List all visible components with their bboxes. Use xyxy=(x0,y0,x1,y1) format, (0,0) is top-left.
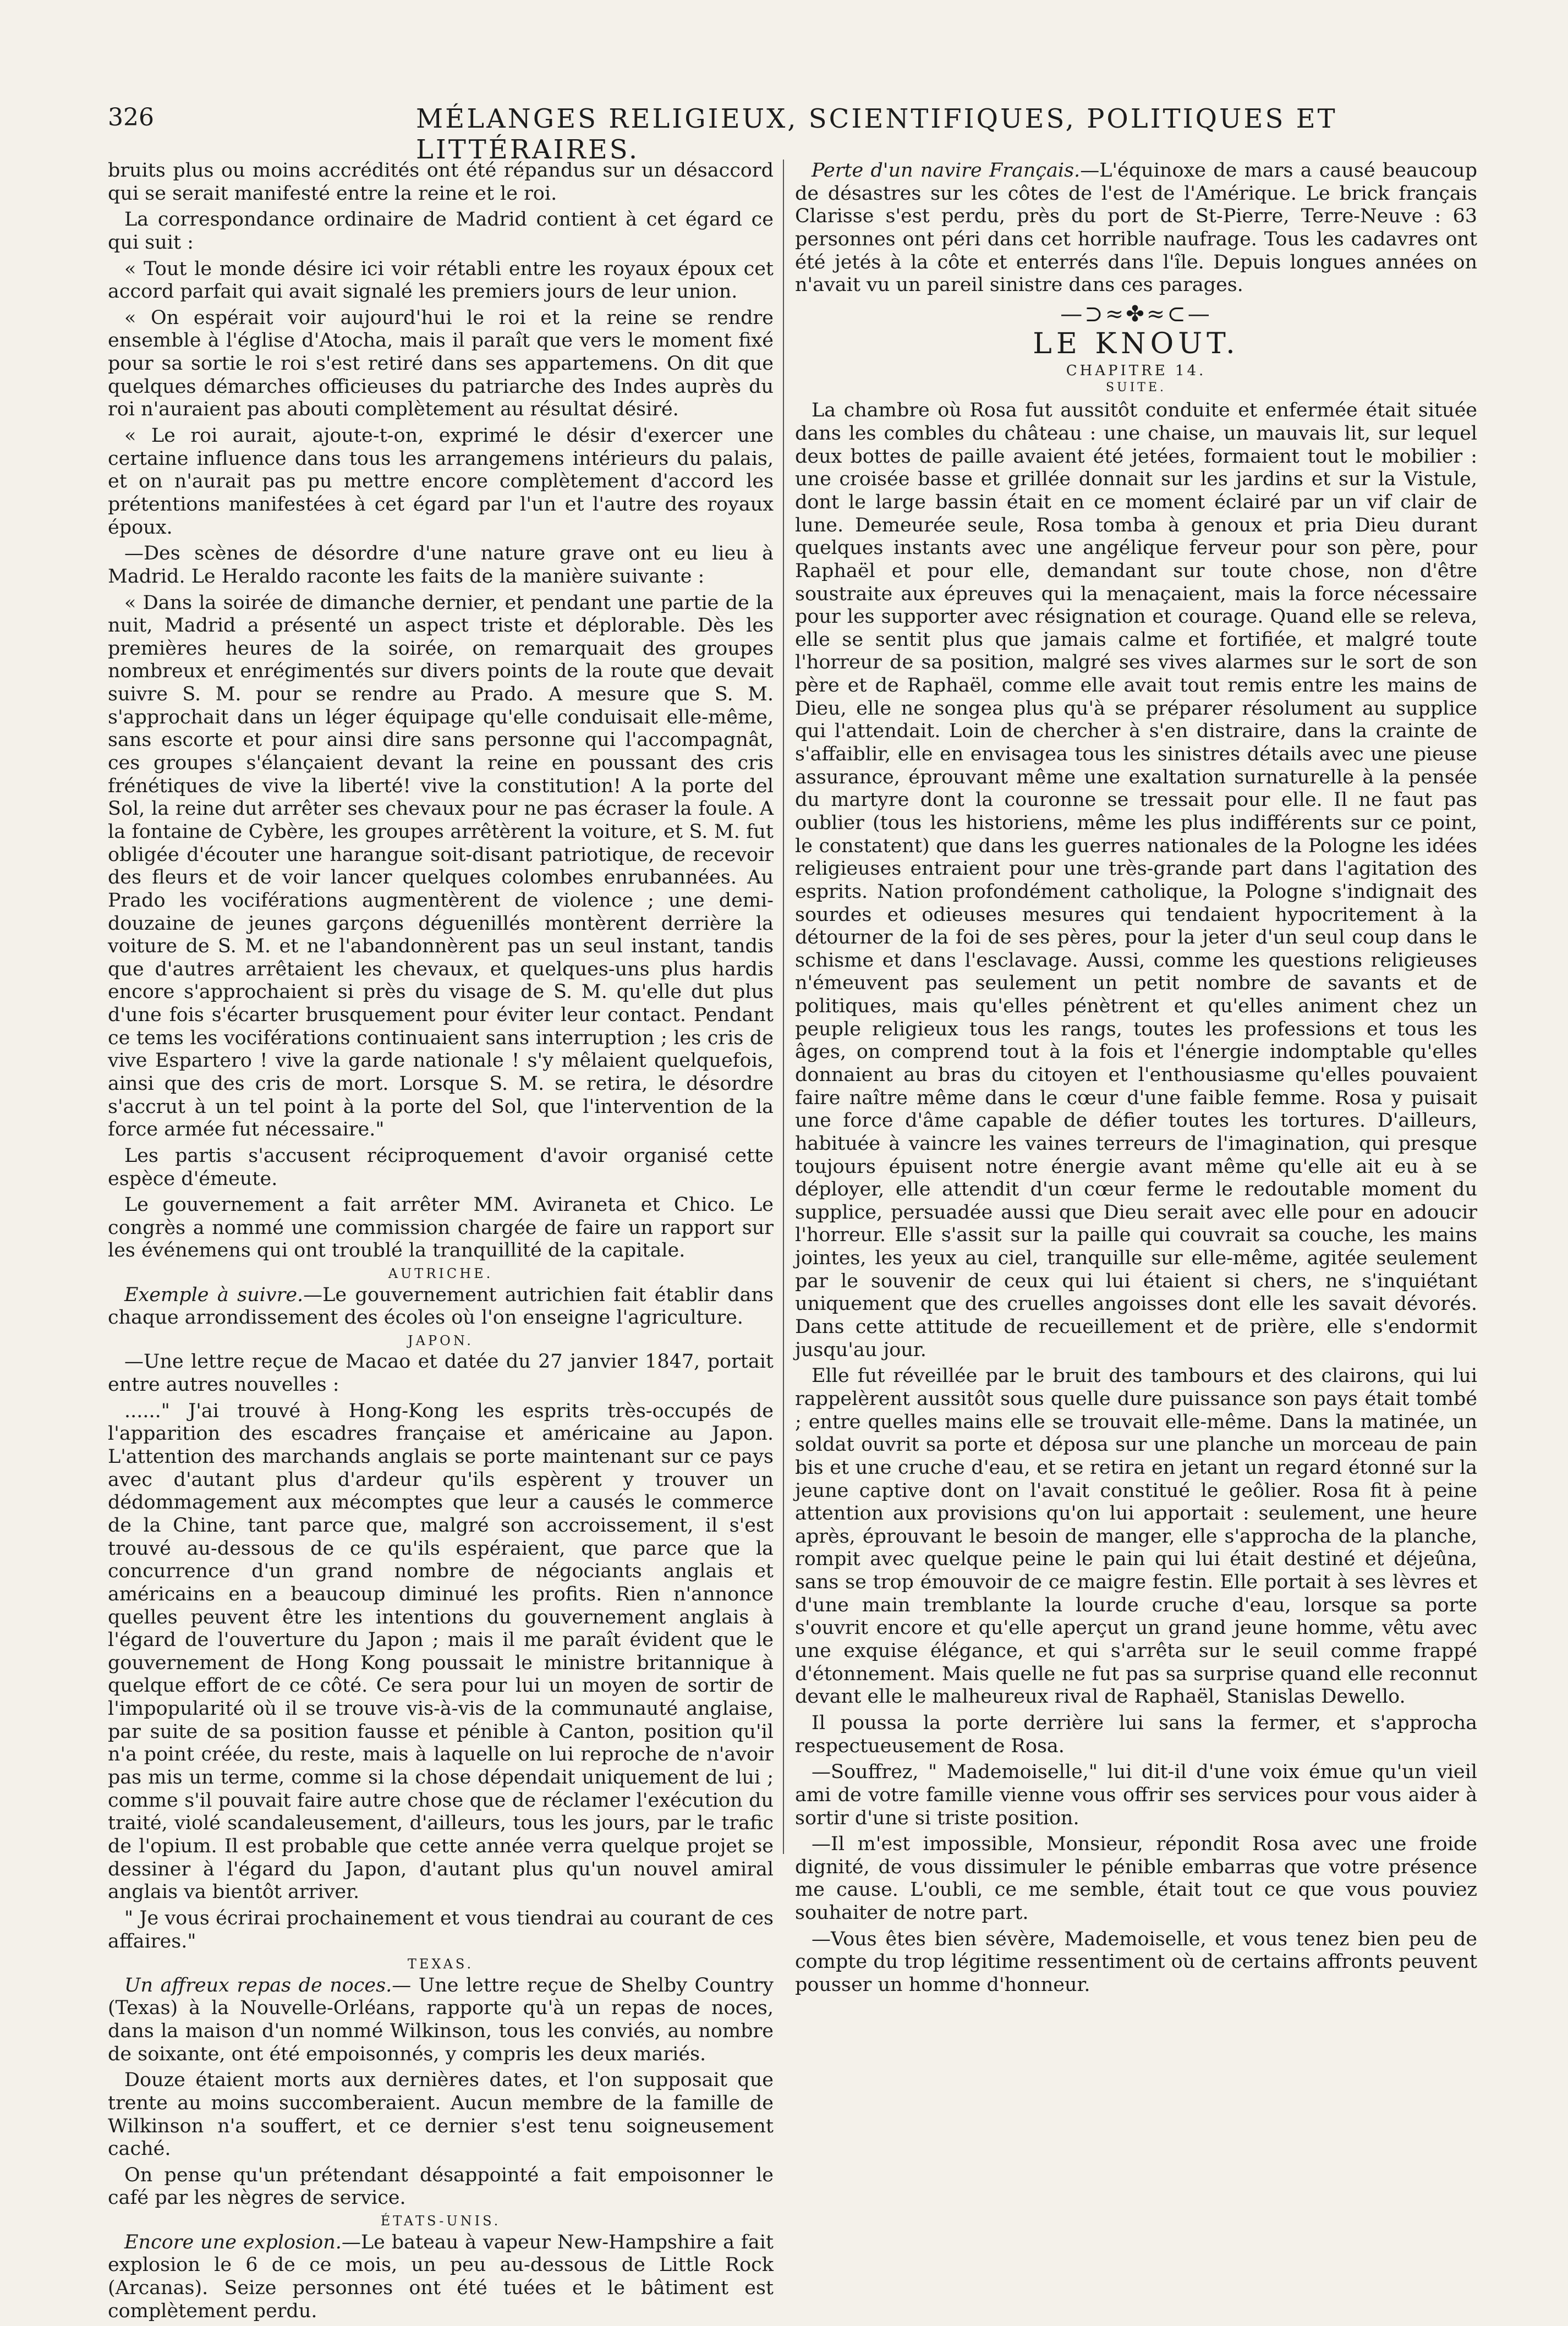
item-text: —Le gouvernement autrichien fait établir dans chaque arrondissement des écoles où l'on enseigne l'agriculture. xyxy=(108,1283,774,1329)
section-heading-autriche: AUTRICHE. xyxy=(388,1266,494,1282)
item-text: — Une lettre reçue de Shelby Country (Texas) à la Nouvelle-Orléans, rapporte qu'à un repas de noces, dans la maison d'un nommé Wilkinson, tous les conviés, au nombre de soixante, ont été empoisonnés, y compris les deux mariés. xyxy=(108,1974,774,2065)
section-heading-etats-unis: ÉTATS-UNIS. xyxy=(380,2213,501,2229)
item-text: —Le bateau à vapeur New-Hampshire a fait explosion le 6 de ce mois, un peu au-dessous de Little Rock (Arcanas). Seize personnes ont été tuées et le bâtiment est complètement perdu. xyxy=(108,2231,774,2322)
paragraph: La chambre où Rosa fut aussitôt conduite et enfermée était située dans les combles du château : une chaise, un mauvais lit, sur lequel deux bottes de paille avaient été jetées, formaient tout le mobilier : une croisée basse et grillée donnait sur les jardins et sur la Vistule, dont le large bassin était en ce moment éclairé par un vif clair de lune. Demeurée seule, Rosa tomba à genoux et pria Dieu durant quelques instants avec une angélique ferveur pour son père, pour Raphaël et pour elle, demandant sur toute chose, non d'être soustraite aux épreuves qui la menaçaient, mais la force nécessaire pour les supporter avec résignation et courage. Quand elle se releva, elle se sentit plus que jamais calme et fortifiée, et malgré toute l'horreur de sa position, malgré ses vives alarmes sur le sort de son père et de Raphaël, comme elle avait tout remis entre les mains de Dieu, elle ne songea plus qu'à se préparer résolument au supplice qui l'attendait. Loin de chercher à s'en distraire, dans la crainte de s'affaiblir, elle en envisagea tous les sinistres détails avec une pieuse assurance, éprouvant même une exaltation surnaturelle à la pensée du martyre dont la couronne se tressait pour elle. Il ne faut pas oublier (tous les historiens, même les plus indifférents sur ce point, le constatent) que dans les guerres nationales de la Pologne les idées religieuses entraient pour une très-grande part dans l'agitation des esprits. Nation profondément catholique, la Pologne s'indignait des sourdes et odieuses mesures qui tendaient hypocritement à la détourner de la foi de ses pères, pour la jeter d'un seul coup dans le schisme et dans l'esclavage. Aussi, comme les questions religieuses n'émeuvent pas seulement un petit nombre de savants et de politiques, mais qu'elles pénètrent et qu'elles animent chez un peuple religieux tous les rangs, toutes les professions et tous les âges, on comprend tout à la fois et l'énergie indomptable qu'elles donnaient au bras du citoyen et l'enthousiasme qu'elles pouvaient faire naître même dans le cœur d'une faible femme. Rosa y puisait une force d'âme capable de défier toutes les tortures. D'ailleurs, habituée à vaincre les vaines terreurs de l'imagination, qui presque toujours épuisent notre énergie avant même qu'elle ait eu à se déployer, elle attendit d'un cœur ferme le redoutable moment du supplice, persuadée aussi que Dieu serait avec elle pour en adoucir l'horreur. Elle s'assit sur la paille qui couvrait sa couche, les mains jointes, les yeux au ciel, tranquille sur elle-même, agitée seulement par le souvenir de ceux qui lui étaient si chers, ne s'inquiétant uniquement que des cruelles angoisses dont elle les savait dévorés. Dans cette attitude de recueillement et de prière, elle s'endormit jusqu'au jour. xyxy=(795,399,1477,1361)
paragraph: « Le roi aurait, ajoute-t-on, exprimé le désir d'exercer une certaine influence dans tous les arrangemens intérieurs du palais, et on n'aurait pas pu mettre encore complètement d'accord les prétentions manifestées à cet égard par l'un et l'autre des royaux époux. xyxy=(108,425,774,539)
item-lead: Encore une explosion. xyxy=(124,2231,342,2253)
paragraph: « On espérait voir aujourd'hui le roi et la reine se rendre ensemble à l'église d'Atocha, mais il paraît que vers le moment fixé pour sa sortie le roi s'est retiré dans ses appartemens. On dit que quelques démarches officieuses du patriarche des Indes auprès du roi n'auraient pas abouti complètement au résultat désiré. xyxy=(108,306,774,421)
item-lead: Exemple à suivre. xyxy=(124,1283,304,1306)
paragraph: Elle fut réveillée par le bruit des tambours et des clairons, qui lui rappelèrent aussitôt sous quelle dure puissance son pays était tombé ; entre quelles mains elle se trouvait elle-même. Dans la matinée, un soldat ouvrit sa porte et déposa sur une planche un morceau de pain bis et une cruche d'eau, et se retira en jetant un regard étonné sur la jeune captive dont on l'avait constitué le geôlier. Rosa fit à peine attention aux provisions qu'on lui apportait : seulement, une heure après, éprouvant le besoin de manger, elle s'approcha de la planche, rompit avec quelque peine le pain qui lui était destiné et déjeûna, sans se trop émouvoir de ce maigre festin. Elle portait à ses lèvres et d'une main tremblante la lourde cruche d'eau, lorsque sa porte s'ouvrit encore et qu'elle aperçut un grand jeune homme, vêtu avec une exquise élégance, et qui s'arrêta sur le seuil comme frappé d'étonnement. Mais quelle ne fut pas sa surprise quand elle reconnut devant elle le malheureux rival de Raphaël, Stanislas Dewello. xyxy=(795,1365,1477,1708)
paragraph: On pense qu'un prétendant désappointé a fait empoisonner le café par les nègres de service. xyxy=(108,2164,774,2209)
paragraph: —Il m'est impossible, Monsieur, répondit Rosa avec une froide dignité, de vous dissimuler le pénible embarras que votre présence me cause. L'oubli, ce me semble, était tout ce que vous pouviez souhaiter de notre part. xyxy=(795,1833,1477,1924)
page-header xyxy=(108,103,1472,165)
paragraph: Les partis s'accusent réciproquement d'avoir organisé cette espèce d'émeute. xyxy=(108,1144,774,1190)
paragraph: —Une lettre reçue de Macao et datée du 27 janvier 1847, portait entre autres nouvelles : xyxy=(108,1351,774,1396)
paragraph: Il poussa la porte derrière lui sans la fermer, et s'approcha respectueusement de Rosa. xyxy=(795,1711,1477,1757)
paragraph: —Souffrez, " Mademoiselle," lui dit-il d'une voix émue qu'un vieil ami de votre famille vienne vous offrir ses services pour vous aider à sortir d'une si triste position. xyxy=(795,1761,1477,1829)
chapter-heading: CHAPITRE 14. xyxy=(1066,363,1207,380)
page-number: 326 xyxy=(108,103,154,131)
news-item xyxy=(108,2231,774,2323)
column-divider xyxy=(783,160,784,1854)
item-lead: Un affreux repas de noces. xyxy=(124,1974,392,1996)
section-heading-japon: JAPON. xyxy=(408,1332,474,1348)
paragraph: ......" J'ai trouvé à Hong-Kong les esprits très-occupés de l'apparition des escadres française et américaine au Japon. L'attention des marchands anglais se porte maintenant sur ce pays avec d'autant plus d'ardeur qu'ils espèrent y trouver un dédommagement aux mécomptes que leur a causés le commerce de la Chine, tant parce que, malgré son accroissement, il s'est trouvé au-dessous de ce qu'ils espéraient, que parce que la concurrence d'un grand nombre de négociants anglais et américains en a beaucoup diminué les profits. Rien n'annonce quelles peuvent être les intentions du gouvernement anglais à l'égard de l'ouverture du Japon ; mais il me paraît évident que le gouvernement de Hong Kong poussait le ministre britannique à quelque effort de ce côté. Ce sera pour lui un moyen de sortir de l'impopularité où il se trouve vis-à-vis de la communauté anglaise, par suite de sa position fausse et pénible à Canton, position qu'il n'a point créée, du reste, mais à laquelle on lui reproche de n'avoir pas mis un terme, comme si la chose dépendait uniquement de lui ; comme s'il pouvait faire autre chose que de réclamer l'exécution du traité, violé scandaleusement, d'ailleurs, tous les jours, par le trafic de l'opium. Il est probable que cette année verra quelque projet se dessiner à l'égard du Japon, d'autant plus qu'un nouvel amiral anglais va bientôt arriver. xyxy=(108,1400,774,1903)
story-title: LE KNOUT. xyxy=(1033,327,1240,361)
paragraph: —Des scènes de désordre d'une nature grave ont eu lieu à Madrid. Le Heraldo raconte les faits de la manière suivante : xyxy=(108,542,774,588)
paragraph: « Dans la soirée de dimanche dernier, et pendant une partie de la nuit, Madrid a présenté un aspect triste et déplorable. Dès les premières heures de la soirée, on remarquait des groupes nombreux et enrégimentés sur divers points de la route que devait suivre S. M. pour se rendre au Prado. A mesure que S. M. s'approchait dans un léger équipage qu'elle conduisait elle-même, sans escorte et pour ainsi dire sans personne qui l'accompagnât, ces groupes s'élançaient devant la reine en poussant des cris frénétiques de vive la liberté! vive la constitution! A la porte del Sol, la reine dut arrêter ses chevaux pour ne pas écraser la foule. A la fontaine de Cybère, les groupes arrêtèrent la voiture, et S. M. fut obligée d'écouter une harangue soit-disant patriotique, de recevoir des fleurs et de voir lancer quelques colombes enrubannées. Au Prado les vociférations augmentèrent de violence ; une demi-douzaine de jeunes garçons déguenillés montèrent derrière la voiture de S. M. et ne l'abandonnèrent pas un seul instant, tandis que d'autres arrêtaient les chevaux, et quelques-uns plus hardis encore s'approchaient si près du visage de S. M. qu'elle dut plus d'une fois s'écarter brusquement pour éviter leur contact. Pendant ce tems les vociférations continuaient sans interruption ; les cris de vive Espartero ! vive la garde nationale ! s'y mêlaient quelquefois, ainsi que des cris de mort. Lorsque S. M. se retira, le désordre s'accrut à un tel point à la porte del Sol, que l'intervention de la force armée fut nécessaire." xyxy=(108,591,774,1141)
paragraph: Douze étaient morts aux dernières dates, et l'on supposait que trente au moins succomberaient. Aucun membre de la famille de Wilkinson n'a souffert, et ce dernier s'est tenu soigneusement caché. xyxy=(108,2069,774,2160)
news-item xyxy=(108,1974,774,2066)
news-item xyxy=(795,160,1477,297)
paragraph: bruits plus ou moins accrédités ont été répandus sur un désaccord qui se serait manifesté entre la reine et le roi. xyxy=(108,160,774,205)
paragraph: " Je vous écrirai prochainement et vous tiendrai au courant de ces affaires." xyxy=(108,1907,774,1952)
news-item xyxy=(108,1284,774,1330)
item-lead: Perte d'un navire Français. xyxy=(812,160,1081,182)
paragraph: La correspondance ordinaire de Madrid contient à cet égard ce qui suit : xyxy=(108,209,774,254)
section-heading-texas: TEXAS. xyxy=(407,1956,474,1972)
left-column xyxy=(108,160,774,2326)
paragraph: Le gouvernement a fait arrêter MM. Aviraneta et Chico. Le congrès a nommé une commission chargée de faire un rapport sur les événemens qui ont troublé la tranquillité de la capitale. xyxy=(108,1194,774,1262)
paragraph: « Tout le monde désire ici voir rétabli entre les royaux époux cet accord parfait qui avait signalé les premiers jours de leur union. xyxy=(108,257,774,303)
ornament-divider: —⊃≈✤≈⊂— xyxy=(1060,301,1212,327)
paragraph: —Vous êtes bien sévère, Mademoiselle, et vous tenez bien peu de compte du trop légitime ressentiment où de certains affronts peuvent pousser un homme d'honneur. xyxy=(795,1928,1477,1996)
right-column xyxy=(795,160,1477,2000)
suite-label: SUITE. xyxy=(1105,381,1167,395)
item-text: —L'équinoxe de mars a causé beaucoup de désastres sur les côtes de l'est de l'Amérique. Le brick français Clarisse s'est perdu, près du port de St-Pierre, Terre-Neuve : 63 personnes ont péri dans cet horrible naufrage. Tous les cadavres ont été jetés à la côte et enterrés dans l'île. Depuis longues années on n'avait vu un pareil sinistre dans ces parages. xyxy=(795,160,1477,297)
running-title: MÉLANGES RELIGIEUX, SCIENTIFIQUES, POLITIQUES ET LITTÉRAIRES. xyxy=(416,103,1337,165)
